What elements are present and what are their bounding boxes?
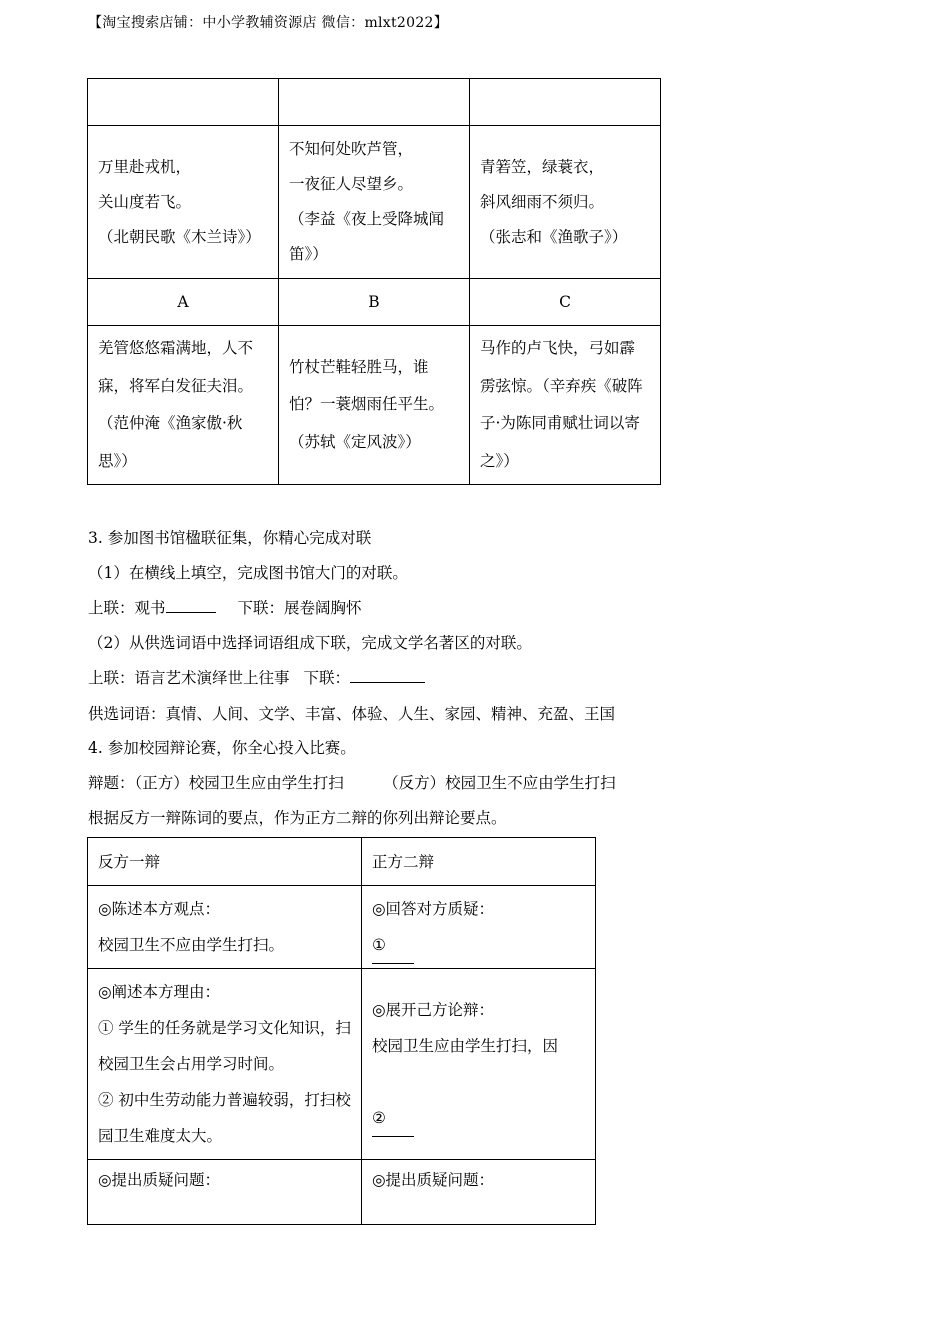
q3-options: 供选词语：真情、人间、文学、丰富、体验、人生、家园、精神、充盈、王国 (88, 705, 616, 723)
answer-line (372, 927, 585, 964)
answer-line (372, 1100, 585, 1137)
poem-line: 斜风细雨不须归。 (480, 192, 605, 211)
poem-line: 关山度若飞。 (98, 192, 192, 211)
poem-source: （北朝民歌《木兰诗》） (98, 227, 261, 246)
poem-line: 不知何处吹芦管， (289, 140, 414, 158)
option-letter-a: A (88, 279, 279, 326)
debate-row-reasons (88, 969, 596, 1160)
cell-body: 校园卫生不应由学生打扫。 (98, 936, 285, 954)
poem-line: 一夜征人尽望乡。 (289, 175, 414, 193)
poem-text: 竹杖芒鞋轻胜马，谁怕？一蓑烟雨任平生。（苏轼《定风波》） (289, 357, 445, 451)
couplet2-blank[interactable] (350, 682, 425, 683)
poem-table-blank-row (88, 79, 661, 126)
cell-title: ◎回答对方质疑： (372, 899, 495, 918)
answer-blank-1[interactable]: ① (372, 927, 414, 964)
debate-cell: ◎提出质疑问题： (362, 1160, 596, 1225)
q3-couplet1 (88, 596, 362, 618)
poem-cell (470, 126, 661, 279)
poem-cell (88, 126, 279, 279)
q3-sub1: （1）在横线上填空，完成图书馆大门的对联。 (88, 564, 408, 582)
debate-table (87, 837, 596, 1225)
debate-header-row (88, 838, 596, 886)
blank-cell (279, 79, 470, 126)
option-letter-b: B (279, 279, 470, 326)
debate-cell (362, 969, 596, 1160)
poem-line: 青箬笠，绿蓑衣， (480, 157, 605, 176)
poem-source: （张志和《渔歌子》） (480, 227, 628, 246)
poem-text: 羌管悠悠霜满地，人不寐，将军白发征夫泪。（范仲淹《渔家傲·秋思》） (98, 339, 254, 470)
debate-row-questions (88, 1160, 596, 1225)
option-letter-c: C (470, 279, 661, 326)
poem-table (87, 78, 661, 485)
blank-cell (470, 79, 661, 126)
poem-cell (279, 326, 470, 485)
reason-2: ② 初中生劳动能力普遍较弱，打扫校园卫生难度太大。 (98, 1091, 351, 1145)
couplet2-lower: 下联： (303, 669, 351, 687)
debate-cell (88, 969, 362, 1160)
answer-blank-2[interactable]: ② (372, 1100, 414, 1137)
debate-cell (362, 886, 596, 969)
q3-title: 3. 参加图书馆楹联征集，你精心完成对联 (88, 529, 372, 547)
page-header: 【淘宝搜索店铺：中小学教辅资源店 微信：mlxt2022】 (88, 15, 449, 31)
poem-table-letter-row (88, 279, 661, 326)
couplet1-upper: 上联：观书 (88, 599, 166, 617)
debate-header-right: 正方二辩 (362, 838, 596, 886)
poem-table-top-row (88, 126, 661, 279)
q4-title: 4. 参加校园辩论赛，你全心投入比赛。 (88, 739, 356, 757)
poem-line: 万里赴戎机， (98, 157, 192, 176)
q4-instruction: 根据反方一辩陈词的要点，作为正方二辩的你列出辩论要点。 (88, 809, 507, 827)
poem-table-bottom-row (88, 326, 661, 485)
debate-cell: ◎提出质疑问题： (88, 1160, 362, 1225)
cell-title: ◎陈述本方观点： (98, 900, 221, 918)
poem-source: （李益《夜上受降城闻笛》） (289, 210, 445, 263)
poem-cell (88, 326, 279, 485)
q3-sub2: （2）从供选词语中选择词语组成下联，完成文学名著区的对联。 (88, 634, 532, 652)
cell-title: ◎展开己方论辩： (372, 1000, 495, 1019)
debate-cell (88, 886, 362, 969)
poem-cell (279, 126, 470, 279)
poem-cell (470, 326, 661, 485)
cell-title: ◎阐述本方理由： (98, 983, 221, 1001)
blank-cell (88, 79, 279, 126)
poem-text: 马作的卢飞快，弓如霹雳弦惊。（辛弃疾《破阵子·为陈同甫赋壮词以寄之》） (480, 339, 643, 470)
debate-header-left: 反方一辩 (88, 838, 362, 886)
debate-row-viewpoint (88, 886, 596, 969)
couplet1-lower: 下联：展卷阔胸怀 (237, 599, 362, 617)
couplet2-upper: 上联：语言艺术演绎世上往事 (88, 669, 290, 687)
q3-couplet2 (88, 666, 425, 688)
reason-1: ① 学生的任务就是学习文化知识，扫校园卫生会占用学习时间。 (98, 1019, 351, 1073)
q4-topic: 辩题：（正方）校园卫生应由学生打扫 （反方）校园卫生不应由学生打扫 (88, 774, 616, 792)
cell-body: 校园卫生应由学生打扫，因 (372, 1036, 559, 1055)
couplet1-blank[interactable] (166, 612, 216, 613)
